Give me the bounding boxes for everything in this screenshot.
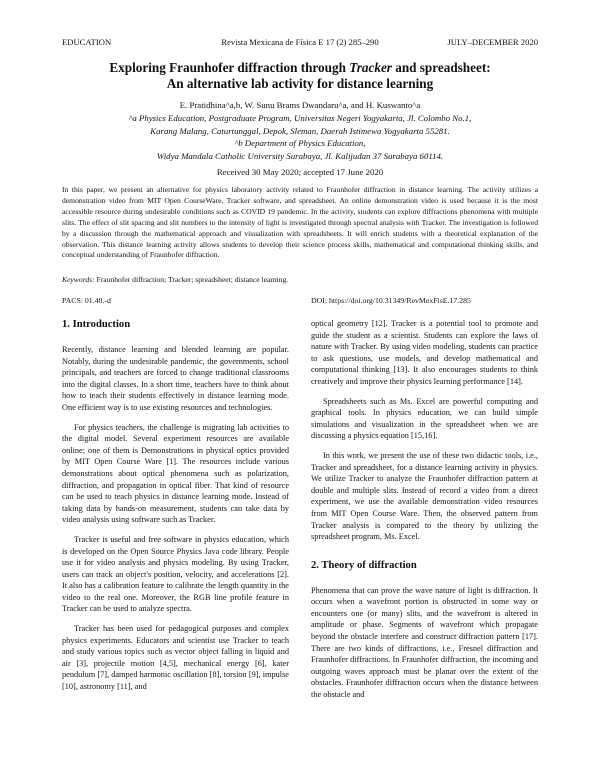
abstract: In this paper, we present an alternative for physics laboratory activity related to Fraunhofer diffraction in distance learning. The activity utilizes a demonstration video from MIT Open CourseWare, Tracker software, and spreadsheet. An online demonstration video is used because it is the most accessible resource during undesirable conditions such as COVID 19 pandemic. In the activity, students can explore diffractions phenomena with multiple slits. The effect of slit spacing and slit numbers to the intensity of light is investigated through spectral analysis with Tracker. The investigation is followed by a discussion through the mathematical approach and visualization with spreadsheets. It will enrich students with a theoretical explanation of the observation. This distance learning activity allows students to develop their science process skills, mathematical and computational thinking skills, and conceptual understanding of Fraunhofer diffraction.	[62, 185, 538, 260]
affiliation-line: ^b Department of Physics Education,	[234, 138, 366, 148]
author-list: E. Pratidhina^a,b, W. Sunu Brams Dwandaru^a, and H. Kuswanto^a	[179, 100, 421, 110]
title-line-1: Exploring Fraunhofer diffraction through Tracker and spreadsheet:	[109, 60, 491, 75]
doi-link[interactable]: DOI: https://doi.org/10.31349/RevMexFisE.17.285	[311, 296, 471, 305]
section-heading-theory: 2. Theory of diffraction	[311, 559, 417, 571]
paper-title	[62, 60, 538, 92]
affiliation-line: ^a Physics Education, Postgraduate Program, Universitas Negeri Yogyakarta, Jl. Colombo No.1,	[128, 113, 472, 123]
section-label: EDUCATION	[62, 37, 112, 47]
left-column	[62, 318, 289, 693]
keywords-text: Fraunhofer diffraction; Tracker; spreadsheet; distance learning.	[96, 275, 289, 284]
paragraph: For physics teachers, the challenge is migrating lab activities to the digital model. Several experiment resources are available online; one of them is Demonstrations in physical optics provided by MIT Open Course Ware [1]. The resources include various demonstrations about optical phenomena such as polarization, diffraction, and propagation in optical fiber. That kind of resource can be used to teach physics in distance learning mode. Instead of taking data by hands-on measurement, students can take data by video analysis using software such as Tracker.	[62, 422, 289, 525]
keywords	[62, 275, 538, 285]
affiliations	[62, 112, 538, 162]
keywords-label: Keywords:	[62, 275, 95, 284]
issue-date: JULY–DECEMBER 2020	[447, 37, 538, 47]
journal-citation: Revista Mexicana de Física E 17 (2) 285–290	[221, 37, 379, 47]
paragraph: optical geometry [12]. Tracker is a potential tool to promote and guide the student as a scientist. Students can explore the laws of nature with Tracker. By using video modeling, students can practice to ask questions, use models, and develop mathematical and computational thinking [13]. It also encourages students to think creatively and improve their physics learning performance [14].	[311, 319, 538, 386]
paragraph: In this work, we present the use of these two didactic tools, i.e., Tracker and spreadsheet, for a distance learning activity in physics. We utilize Tracker to analyze the Fraunhofer diffraction pattern at double and multiple slits. Instead of record a video from a direct experiment, we use the available demonstration video resources from MIT Open Course Ware. Then, the observed pattern from Tracker analysis is compared to the theory by utilizing the spreadsheet program, Ms. Excel.	[311, 450, 538, 542]
paragraph: Phenomena that can prove the wave nature of light is diffraction. It occurs when a wavefront portion is obstructed in some way or encounters one (or many) slits, and the wavefront is altered in amplitude or phase. Segments of wavefront which propagate beyond the obstacle interfere and construct diffraction pattern [17]. There are two kinds of diffractions, i.e., Fresnel diffraction and Fraunhofer diffractions. In Fraunhofer diffraction, the incoming and outgoing waves approach must be planar over the extent of the obstacles. Fraunhofer diffraction occurs when the distance between the obstacle and	[311, 585, 538, 700]
right-column	[311, 318, 538, 701]
received-dates: Received 30 May 2020; accepted 17 June 2020	[216, 167, 384, 177]
paragraph: Tracker is useful and free software in physics education, which is developed on the Open Source Physics Java code library. People use it for video analysis and physics modeling. By using Tracker, users can track an object's position, velocity, and accelerations [2]. It also has a calibration feature to calibrate the length quantity in the video to the real one. Moreover, the RGB line profile feature in Tracker can be used to analyze spectra.	[62, 534, 289, 614]
pacs-code: PACS: 01.40.-d	[62, 296, 111, 305]
title-line-2: An alternative lab activity for distance learning	[166, 76, 434, 91]
affiliation-line: Karang Malang, Caturtunggal, Depok, Sleman, Daerah Istimewa Yogyakarta 55281.	[150, 125, 450, 136]
running-head	[62, 36, 538, 50]
section-heading-introduction: 1. Introduction	[62, 319, 131, 330]
paragraph: Recently, distance learning and blended learning are popular. Notably, during the undesirable pandemic, the governments, school principals, and teachers are forced to change traditional classrooms into the digital classes. In a short time, teachers have to think about how to teach their students effectively in distance learning mode. One efficient way is to use existing resources and technologies.	[62, 345, 289, 412]
paragraph: Tracker has been used for pedagogical purposes and complex physics experiments. Educators and scientist use Tracker to teach and study various topics such as vector object falling in liquid and air [3], projectile motion [4,5], mechanical energy [6], kater pendulum [7], damped harmonic oscillation [8], torsion [9], impulse [10], astronomy [11], and	[62, 624, 289, 692]
affiliation-line: Widya Mandala Catholic University Surabaya, Jl. Kalijudan 37 Surabaya 60114.	[156, 150, 444, 161]
paragraph: Spreadsheets such as Ms. Excel are powerful computing and graphical tools. In physics education, we can build simple simulations and visualization in the spreadsheet when we are discussing a physics equation [15,16].	[311, 396, 538, 441]
